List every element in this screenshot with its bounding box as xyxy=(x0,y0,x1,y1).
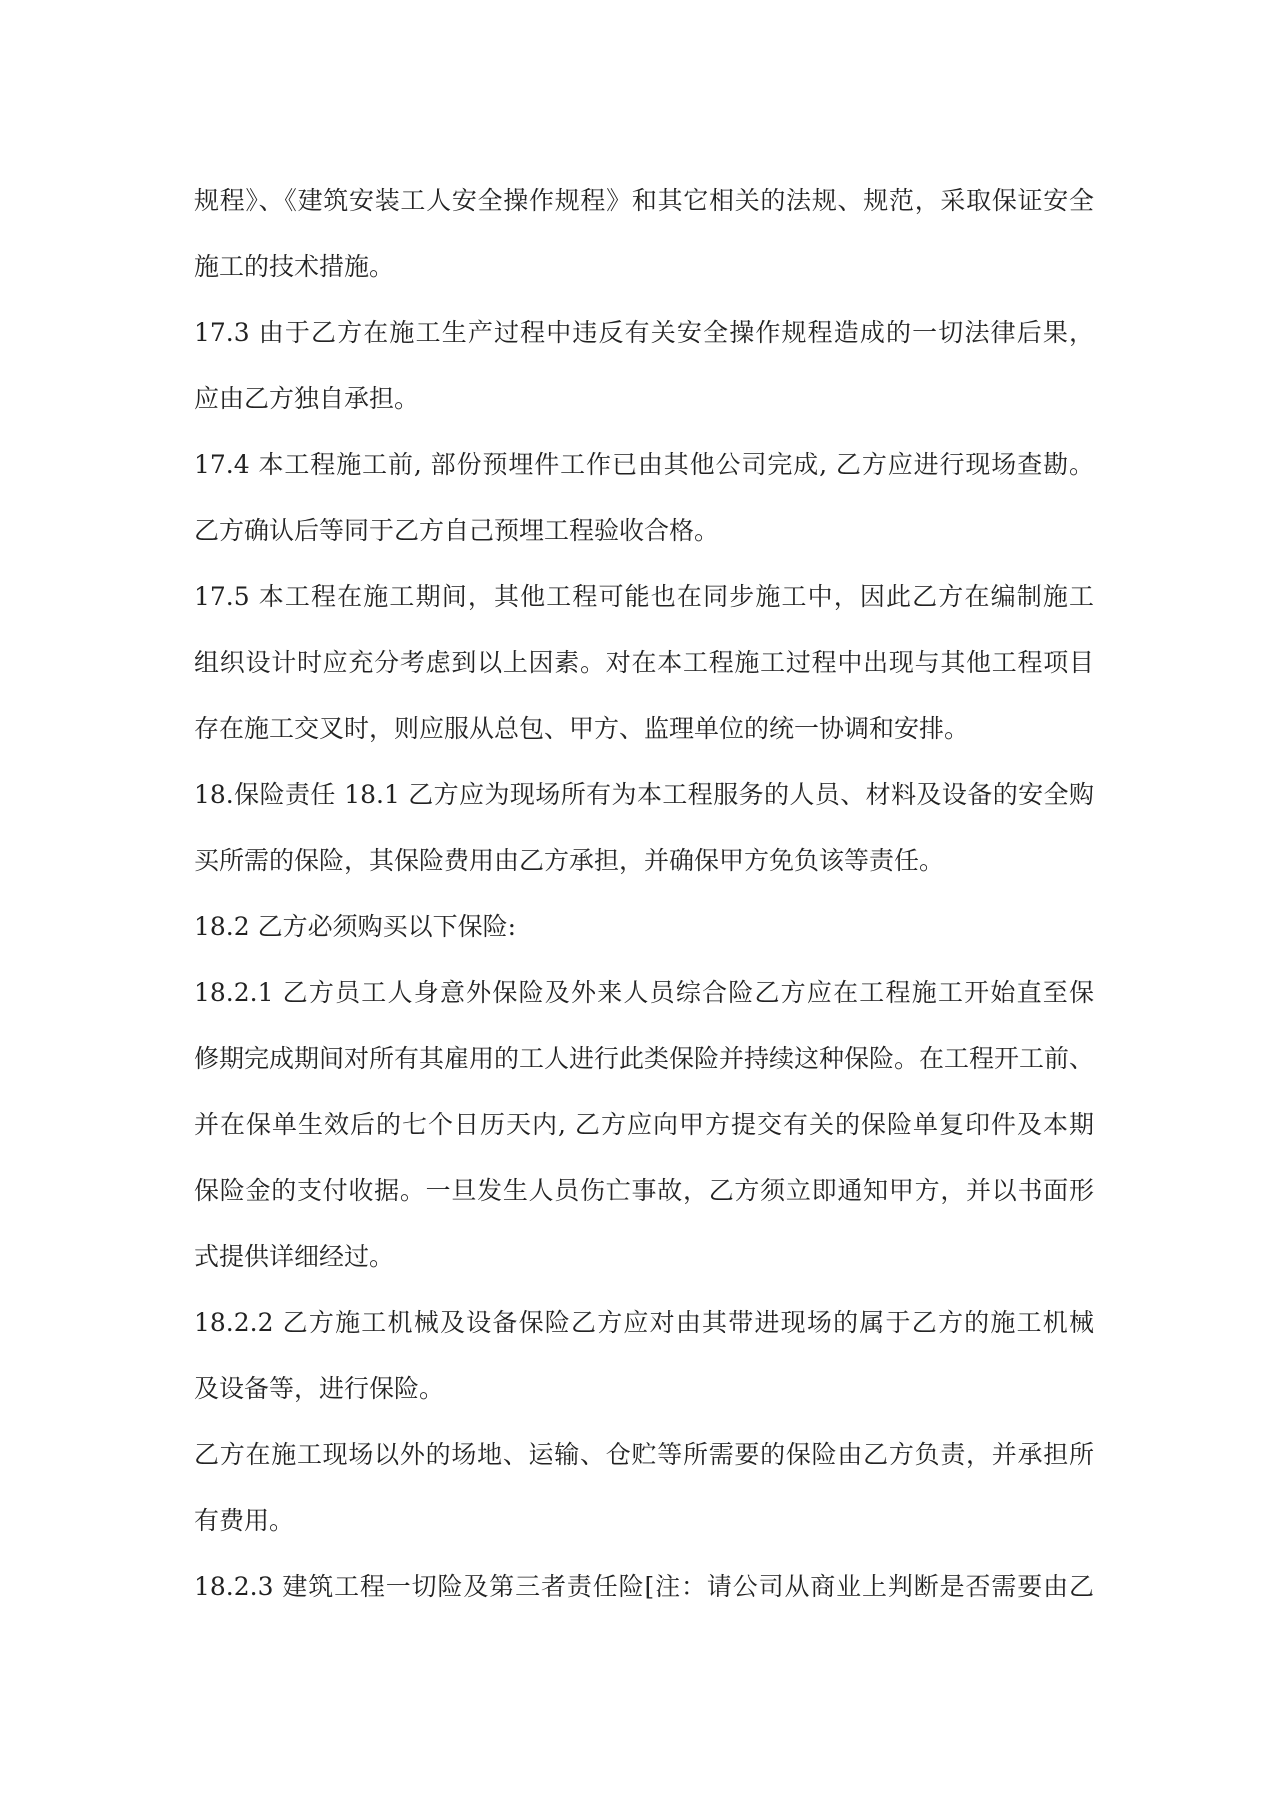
text-line: 17.3 由于乙方在施工生产过程中违反有关安全操作规程造成的一切法律后果， xyxy=(194,318,1094,347)
text-line: 组织设计时应充分考虑到以上因素。对在本工程施工过程中出现与其他工程项目 xyxy=(194,648,1094,677)
text-line: 18.2.1 乙方员工人身意外保险及外来人员综合险乙方应在工程施工开始直至保 xyxy=(194,978,1094,1007)
text-line: 18.2.2 乙方施工机械及设备保险乙方应对由其带进现场的属于乙方的施工机械 xyxy=(194,1308,1094,1337)
text-line: 保险金的支付收据。一旦发生人员伤亡事故，乙方须立即通知甲方，并以书面形 xyxy=(194,1176,1094,1205)
text-line: 存在施工交叉时，则应服从总包、甲方、监理单位的统一协调和安排。 xyxy=(194,714,970,743)
text-line: 18.2 乙方必须购买以下保险: xyxy=(194,912,517,941)
text-line: 买所需的保险，其保险费用由乙方承担，并确保甲方免负该等责任。 xyxy=(194,846,945,875)
text-line: 乙方在施工现场以外的场地、运输、仓贮等所需要的保险由乙方负责，并承担所 xyxy=(194,1440,1094,1469)
text-line: 施工的技术措施。 xyxy=(194,252,395,281)
text-line: 17.4 本工程施工前, 部份预埋件工作已由其他公司完成, 乙方应进行现场查勘。 xyxy=(194,450,1094,479)
text-line: 18.保险责任 18.1 乙方应为现场所有为本工程服务的人员、材料及设备的安全购 xyxy=(194,780,1094,809)
text-line: 18.2.3 建筑工程一切险及第三者责任险[注：请公司从商业上判断是否需要由乙 xyxy=(194,1572,1094,1601)
text-line: 规程》、《建筑安装工人安全操作规程》和其它相关的法规、规范，采取保证安全 xyxy=(194,186,1094,215)
text-line: 应由乙方独自承担。 xyxy=(194,384,420,413)
text-line: 式提供详细经过。 xyxy=(194,1242,395,1271)
document-body xyxy=(194,168,1094,1620)
text-line: 17.5 本工程在施工期间，其他工程可能也在同步施工中，因此乙方在编制施工 xyxy=(194,582,1094,611)
text-line: 乙方确认后等同于乙方自己预埋工程验收合格。 xyxy=(194,516,720,545)
text-line: 有费用。 xyxy=(194,1506,295,1535)
text-line: 修期完成期间对所有其雇用的工人进行此类保险并持续这种保险。在工程开工前、 xyxy=(194,1044,1095,1073)
text-line: 并在保单生效后的七个日历天内, 乙方应向甲方提交有关的保险单复印件及本期 xyxy=(194,1110,1094,1139)
text-line: 及设备等，进行保险。 xyxy=(194,1374,445,1403)
